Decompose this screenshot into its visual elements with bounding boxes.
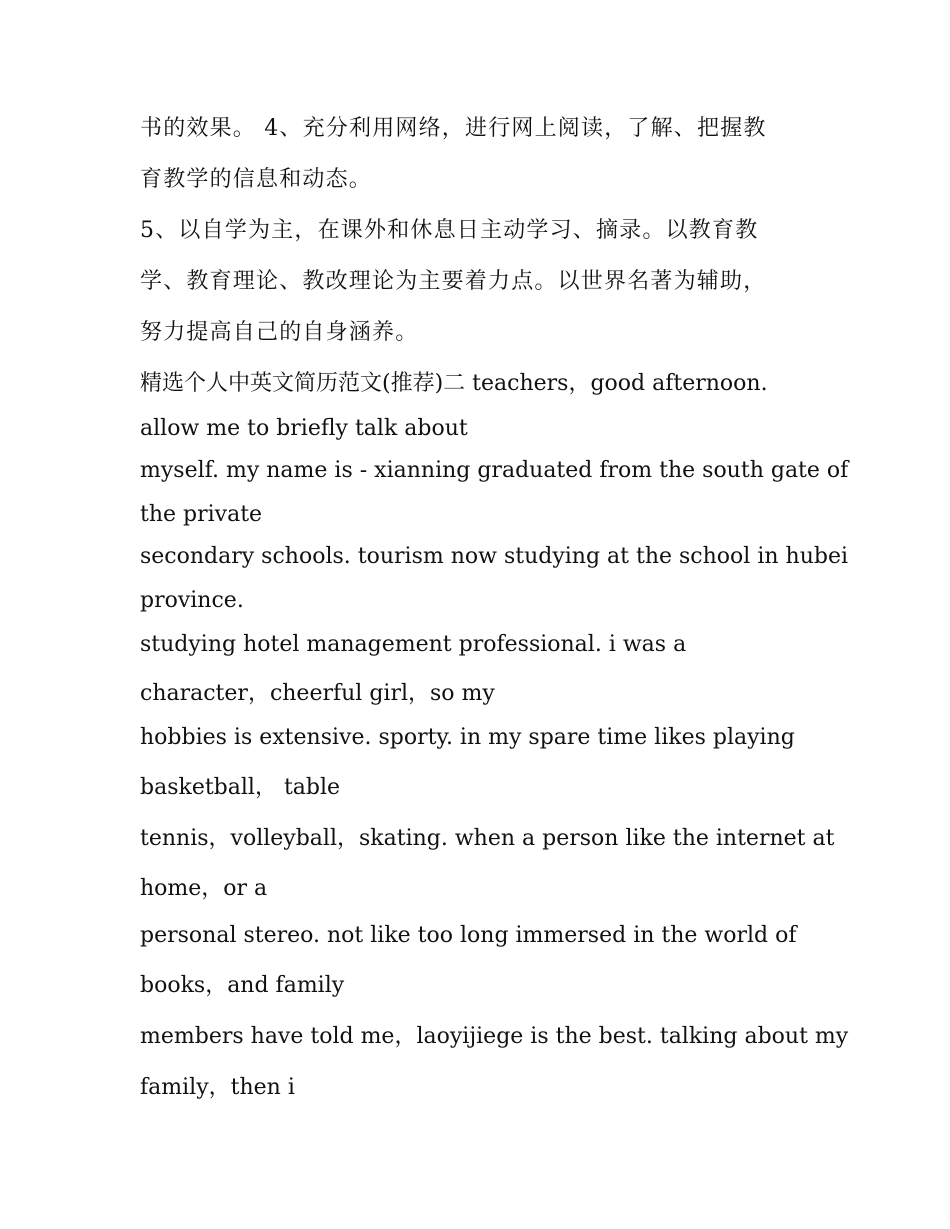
text-line: family，then i — [140, 1075, 295, 1100]
text-line: the private — [140, 502, 263, 527]
text-line: character，cheerful girl，so my — [140, 681, 495, 706]
text-line: 5、以自学为主，在课外和休息日主动学习、摘录。以教育教 — [140, 218, 759, 243]
text-line: basketball， table — [140, 775, 341, 800]
text-line: 育教学的信息和动态。 — [140, 167, 373, 192]
text-line: myself. my name is - xianning graduated from the south gate of — [140, 458, 849, 483]
text-line: tennis，volleyball，skating. when a person like the internet at — [140, 826, 835, 851]
text-line: secondary schools. tourism now studying at the school in hubei — [140, 544, 848, 569]
text-line: home，or a — [140, 876, 268, 901]
text-line: allow me to briefly talk about — [140, 416, 468, 441]
text-line: studying hotel management professional. i was a — [140, 632, 687, 657]
text-line: hobbies is extensive. sporty. in my spare time likes playing — [140, 725, 795, 750]
text-line: province. — [140, 588, 244, 613]
text-line: 学、教育理论、教改理论为主要着力点。以世界名著为辅助， — [140, 269, 767, 294]
text-line: members have told me，laoyijiege is the best. talking about my — [140, 1024, 849, 1049]
text-line: 书的效果。 4、充分利用网络，进行网上阅读，了解、把握教 — [140, 116, 767, 141]
text-line: 努力提高自己的自身涵养。 — [140, 320, 419, 345]
text-line: personal stereo. not like too long immersed in the world of — [140, 923, 797, 948]
text-line: books，and family — [140, 973, 345, 998]
text-line: 精选个人中英文简历范文(推荐)二 teachers，good afternoon. — [140, 371, 768, 396]
